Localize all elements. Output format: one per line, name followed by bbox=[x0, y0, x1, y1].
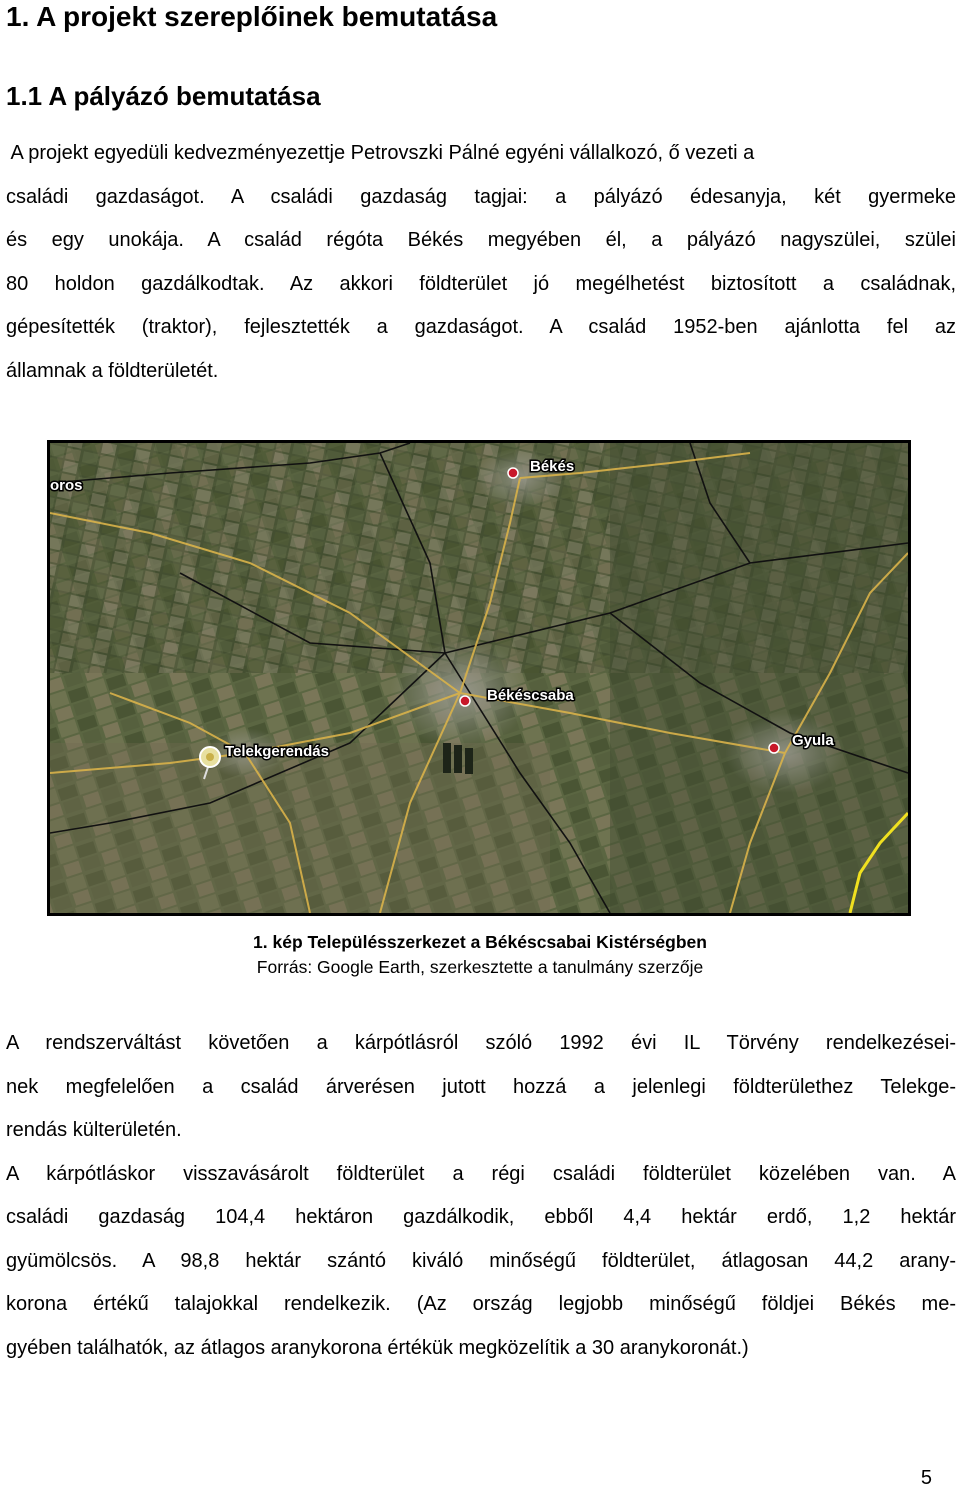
paragraph-line: korona értékű talajokkal rendelkezik. (Az ország legjobb minőségű földjei Békés me- bbox=[6, 1293, 956, 1315]
paragraph-line: államnak a földterületét. bbox=[6, 359, 219, 382]
paragraph-line: gépesítették (traktor), fejlesztették a gazdaságot. A család 1952-ben ajánlotta fel az bbox=[6, 316, 956, 338]
map-label-bekescsaba: Békéscsaba bbox=[487, 687, 574, 704]
page-number: 5 bbox=[920, 1467, 932, 1489]
marker-bekescsaba bbox=[460, 696, 470, 706]
paragraph-line: gyében találhatók, az átlagos aranykorona értékük megközelítik a 30 aranykoronát.) bbox=[6, 1336, 749, 1359]
paragraph-line: és egy unokája. A család régóta Békés megyében él, a pályázó nagyszülei, szülei bbox=[6, 229, 956, 251]
paragraph-line: családi gazdaság 104,4 hektáron gazdálkodik, ebből 4,4 hektár erdő, 1,2 hektár bbox=[6, 1206, 956, 1228]
intro-paragraph bbox=[6, 132, 956, 393]
paragraph-line: rendás külterületén. bbox=[6, 1119, 182, 1141]
map-label-bekes: Békés bbox=[530, 458, 575, 475]
satellite-map-image bbox=[47, 440, 911, 916]
paragraph-line: A kárpótláskor visszavásárolt földterület a régi családi földterület közelében van. A bbox=[6, 1162, 956, 1185]
paragraph-line: nek megfelelően a család árverésen jutott hozzá a jelenlegi földterülethez Telekge- bbox=[6, 1075, 956, 1098]
paragraph-line: gyümölcsös. A 98,8 hektár szántó kiváló minőségű földterület, átlagosan 44,2 arany- bbox=[6, 1249, 956, 1272]
subsection-heading: 1.1 A pályázó bemutatása bbox=[6, 81, 321, 111]
figure-caption-title: 1. kép Településszerkezet a Békéscsabai Kistérségben bbox=[253, 932, 707, 952]
paragraph-line: családi gazdaságot. A családi gazdaság tagjai: a pályázó édesanyja, két gyermeke bbox=[6, 185, 956, 208]
section-heading: 1. A projekt szereplőinek bemutatása bbox=[6, 1, 498, 32]
paragraph-line: A rendszerváltást követően a kárpótlásról szóló 1992 évi IL Törvény rendelkezései- bbox=[6, 1032, 956, 1054]
paragraph-line: 80 holdon gazdálkodtak. Az akkori földterület jó megélhetést biztosított a családnak, bbox=[6, 272, 956, 295]
map-label-telekgerendas: Telekgerendás bbox=[225, 743, 329, 760]
marker-bekes bbox=[508, 468, 518, 478]
map-label-oros-fragment: oros bbox=[50, 477, 83, 494]
main-paragraph bbox=[6, 1022, 956, 1370]
marker-gyula bbox=[769, 743, 779, 753]
figure-caption-source: Forrás: Google Earth, szerkesztette a tanulmány szerzője bbox=[256, 957, 704, 977]
map-label-gyula: Gyula bbox=[792, 732, 834, 749]
paragraph-line: A projekt egyedüli kedvezményezettje Petrovszki Pálné egyéni vállalkozó, ő vezeti a bbox=[6, 142, 755, 164]
